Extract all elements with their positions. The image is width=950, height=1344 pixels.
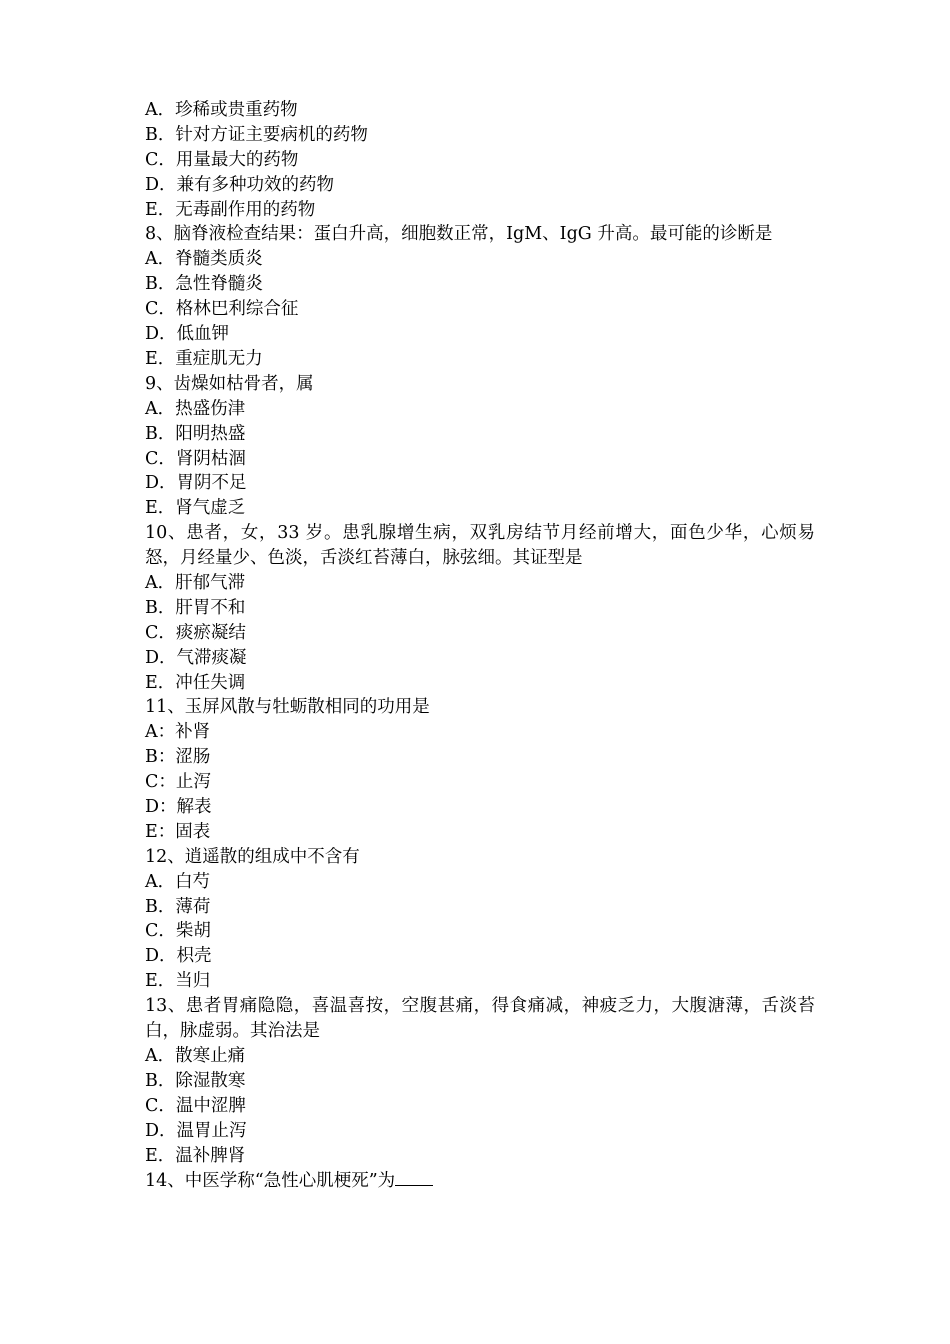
option-a: A．珍稀或贵重药物 <box>145 100 298 120</box>
question-11 <box>145 695 815 844</box>
option-d: D：解表 <box>145 797 212 818</box>
option-e: E．肾气虚乏 <box>145 498 246 519</box>
option-c: C．肾阴枯涸 <box>145 448 246 469</box>
option-d: D．枳壳 <box>145 946 212 967</box>
document-page <box>145 98 815 1193</box>
option-e: E．冲任失调 <box>145 672 246 693</box>
option-b: B．针对方证主要病机的药物 <box>145 124 368 145</box>
question-stem: 11、玉屏风散与牡蛎散相同的功用是 <box>145 697 430 718</box>
option-a: A．热盛伤津 <box>145 398 246 419</box>
question-stem-text: 14、中医学称“急性心肌梗死”为 <box>145 1171 396 1192</box>
question-13 <box>145 994 815 1168</box>
option-e: E：固表 <box>145 821 211 842</box>
option-c: C：止泻 <box>145 772 211 793</box>
option-c: C．用量最大的药物 <box>145 149 299 170</box>
option-a: A：补肾 <box>145 722 211 743</box>
prev-question-options <box>145 98 815 222</box>
option-b: B．除湿散寒 <box>145 1070 246 1091</box>
option-d: D．低血钾 <box>145 324 230 345</box>
question-stem: 12、逍遥散的组成中不含有 <box>145 846 360 867</box>
option-d: D．温胃止泻 <box>145 1120 247 1141</box>
option-a: A．肝郁气滞 <box>145 572 246 593</box>
option-c: C．柴胡 <box>145 921 211 942</box>
question-8 <box>145 222 815 371</box>
option-a: A．脊髓类质炎 <box>145 249 263 270</box>
option-d: D．气滞痰凝 <box>145 647 247 668</box>
option-b: B．阳明热盛 <box>145 423 246 444</box>
option-d: D．胃阴不足 <box>145 473 247 494</box>
option-e: E．温补脾肾 <box>145 1145 246 1166</box>
question-10 <box>145 521 815 695</box>
option-e: E．无毒副作用的药物 <box>145 199 316 220</box>
option-c: C．格林巴利综合征 <box>145 299 299 320</box>
option-b: B．肝胃不和 <box>145 597 246 618</box>
option-b: B．薄荷 <box>145 896 211 917</box>
option-b: B．急性脊髓炎 <box>145 274 263 295</box>
option-b: B：涩肠 <box>145 747 211 768</box>
question-stem: 10、患者，女，33 岁。患乳腺增生病，双乳房结节月经前增大，面色少华，心烦易怒，月经量少、色淡，舌淡红苔薄白，脉弦细。其证型是 <box>145 523 815 569</box>
question-stem <box>145 1168 815 1193</box>
option-c: C．温中涩脾 <box>145 1095 246 1116</box>
option-e: E．当归 <box>145 971 211 992</box>
answer-blank <box>395 1168 433 1186</box>
question-14 <box>145 1168 815 1193</box>
question-stem: 9、齿燥如枯骨者，属 <box>145 373 314 394</box>
option-e: E．重症肌无力 <box>145 348 263 369</box>
question-stem: 13、患者胃痛隐隐，喜温喜按，空腹甚痛，得食痛减，神疲乏力，大腹溏薄，舌淡苔白，脉虚弱。其治法是 <box>145 996 815 1042</box>
option-d: D．兼有多种功效的药物 <box>145 174 335 195</box>
question-12 <box>145 845 815 994</box>
option-c: C．痰瘀凝结 <box>145 622 246 643</box>
option-a: A．白芍 <box>145 871 211 892</box>
option-a: A．散寒止痛 <box>145 1045 246 1066</box>
question-stem: 8、脑脊液检查结果：蛋白升高，细胞数正常，IgM、IgG 升高。最可能的诊断是 <box>145 224 773 245</box>
question-9 <box>145 372 815 521</box>
